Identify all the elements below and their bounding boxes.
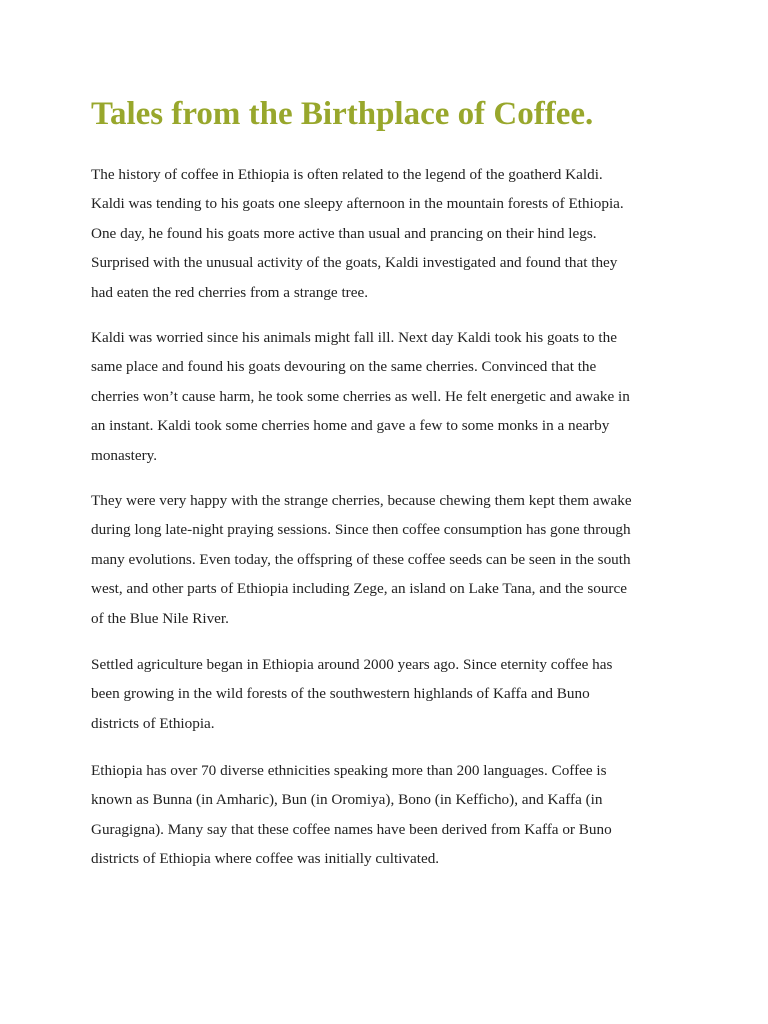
text-line: They were very happy with the strange cherries, because chewing them kept them awake [91,492,632,509]
text-line: monastery. [91,446,158,464]
text-line: Kaldi was tending to his goats one sleepy afternoon in the mountain forests of Ethiopia. [91,195,624,213]
text-line: districts of Ethiopia where coffee was initially cultivated. [91,850,440,868]
text-line: Surprised with the unusual activity of the goats, Kaldi investigated and found that they [91,254,618,272]
text-line: during long late-night praying sessions. Since then coffee consumption has gone through [91,521,631,539]
text-line: districts of Ethiopia. [91,714,215,732]
text-line: had eaten the red cherries from a strange tree. [91,283,369,301]
text-line: Settled agriculture began in Ethiopia around 2000 years ago. Since eternity coffee has [91,656,613,673]
text-line: same place and found his goats devouring on the same cherries. Convinced that the [91,358,597,376]
document-title: Tales from the Birthplace of Coffee. [91,96,594,132]
text-line: many evolutions. Even today, the offspring of these coffee seeds can be seen in the south [91,550,631,568]
paragraph-monks [91,486,691,633]
paragraph-languages [91,756,691,874]
text-line: cherries won’t cause harm, he took some cherries as well. He felt energetic and awake in [91,387,630,405]
text-line: known as Bunna (in Amharic), Bun (in Oromiya), Bono (in Kefficho), and Kaffa (in [91,791,603,809]
paragraph-kaldi-cherries [91,323,691,470]
text-line: been growing in the wild forests of the southwestern highlands of Kaffa and Buno [91,685,590,703]
text-line: Guragigna). Many say that these coffee names have been derived from Kaffa or Buno [91,820,612,838]
paragraph-agriculture [91,650,691,738]
text-line: of the Blue Nile River. [91,609,229,627]
text-line: an instant. Kaldi took some cherries home and gave a few to some monks in a nearby [91,417,610,435]
text-line: Kaldi was worried since his animals might fall ill. Next day Kaldi took his goats to the [91,329,617,346]
text-line: One day, he found his goats more active than usual and prancing on their hind legs. [91,224,597,242]
text-line: west, and other parts of Ethiopia including Zege, an island on Lake Tana, and the source [91,580,627,598]
text-line: The history of coffee in Ethiopia is often related to the legend of the goatherd Kaldi. [91,166,603,183]
text-line: Ethiopia has over 70 diverse ethnicities speaking more than 200 languages. Coffee is [91,762,607,779]
paragraph-kaldi-legend [91,160,691,307]
